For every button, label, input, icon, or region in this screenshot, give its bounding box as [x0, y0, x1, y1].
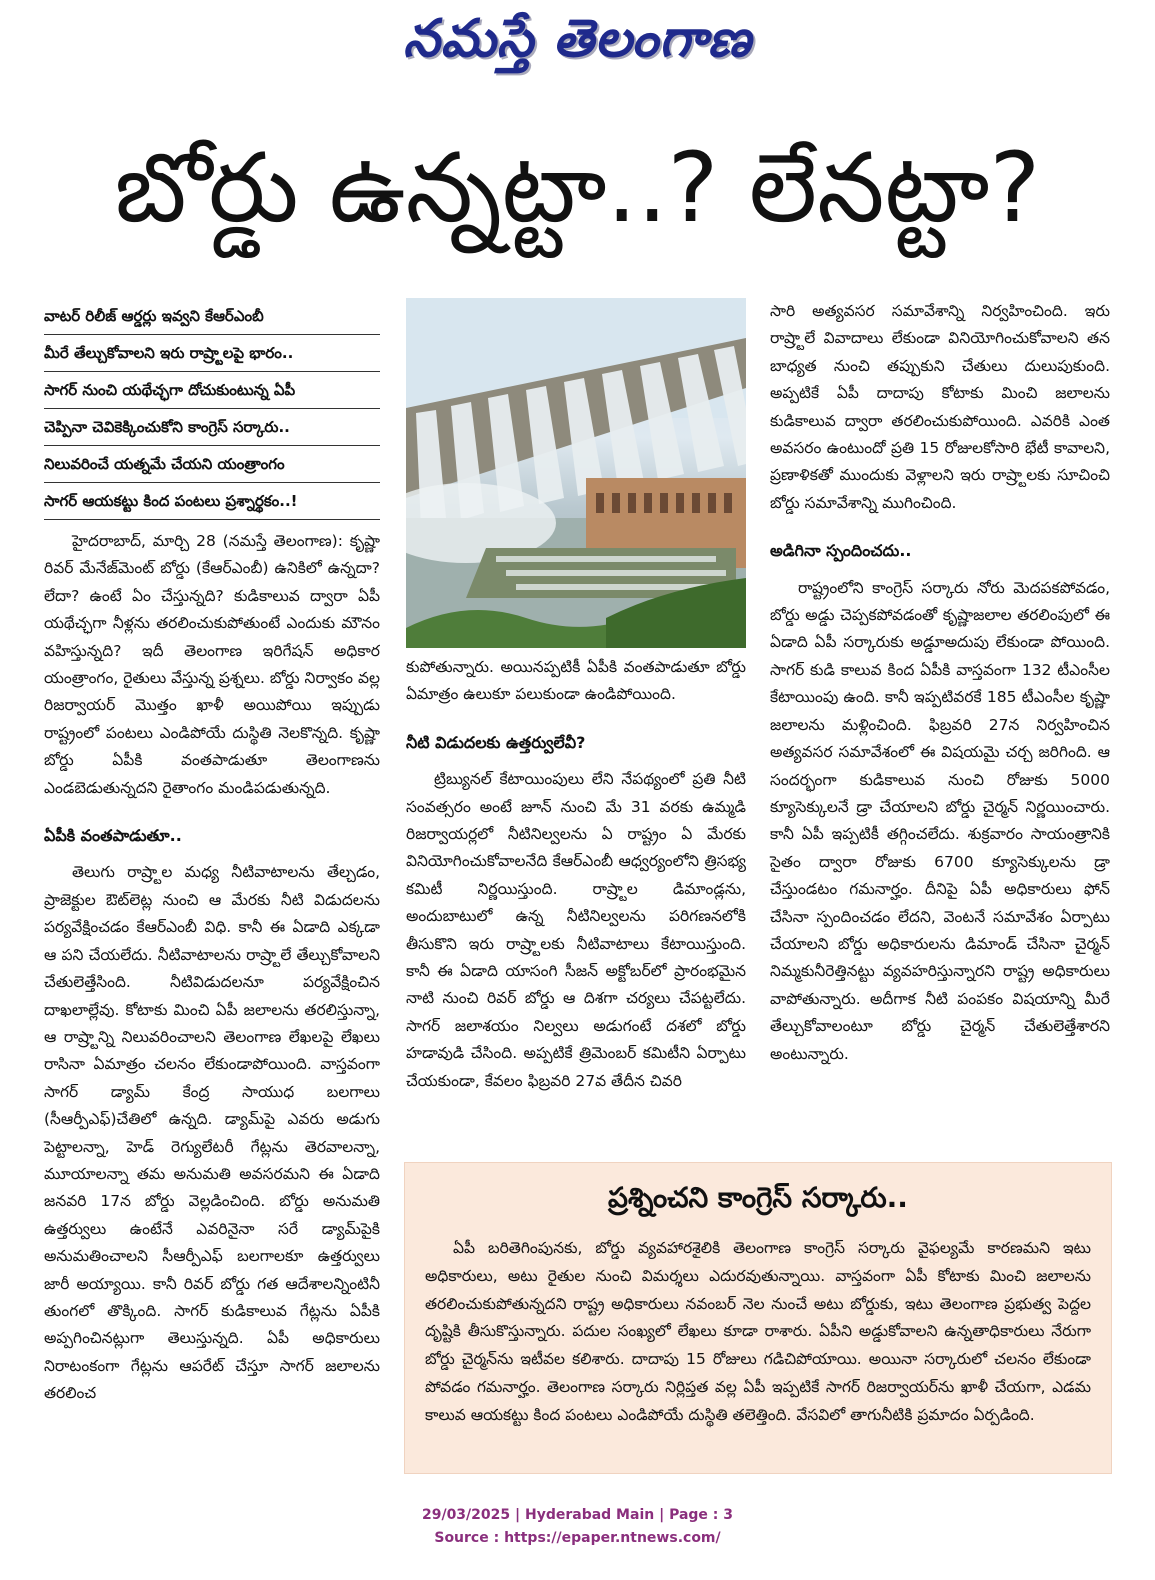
deck-list	[44, 298, 380, 520]
column-1	[44, 298, 380, 1408]
headline: బోర్డు ఉన్నట్టా..? లేనట్టా?	[114, 132, 1041, 244]
box-body: ఏపీ బరితెగింపునకు, బోర్డు వ్యవహారశైలికి తెలంగాణ కాంగ్రెస్ సర్కారు వైఫల్యమే కారణమని ఇటు అధికారులు, అటు రైతుల నుంచి విమర్శలు ఎదురవుతున్నాయి. వాస్తవంగా ఏపీ కోటాకు మించి జలాలను తరలించుకుపోతున్నదని రాష్ట్ర అధికారులు నవంబర్ నెల నుంచే అటు బోర్డుకు, ఇటు తెలంగాణ ప్రభుత్వ పెద్దల దృష్టికి తీసుకొస్తున్నారు. పదుల సంఖ్యలో లేఖలు కూడా రాశారు. ఏపీని అడ్డుకోవాలని ఉన్నతాధికారులు నేరుగా బోర్డు చైర్మన్‌ను ఇటీవల కలిశారు. దాదాపు 15 రోజులు గడిచిపోయాయి. అయినా సర్కారులో చలనం లేకుండా పోవడం గమనార్హం. తెలంగాణ సర్కారు నిర్లిప్తత వల్ల ఏపీ ఇప్పటికే సాగర్ రిజర్వాయర్‌ను ఖాళీ చేయగా, ఎడమ కాలువ ఆయకట్టు కింద పంటలు ఎండిపోయే దుస్థితి తలెత్తింది. వేసవిలో తాగునీటికి ప్రమాదం ఏర్పడింది.	[425, 1239, 1091, 1424]
subheading: నీటి విడుదలకు ఉత్తర్వులేవీ?	[406, 732, 586, 752]
body-paragraph: కుపోతున్నారు. అయినప్పటికీ ఏపీకి వంతపాడుతూ బోర్డు ఏమాత్రం ఉలుకూ పలుకుండా ఉండిపోయింది.	[406, 658, 746, 704]
subheading: ఏపీకి వంతపాడుతూ..	[44, 826, 182, 846]
masthead-logo: నమస్తే తెలంగాణ	[403, 8, 752, 69]
dam-photo	[406, 298, 746, 648]
deck-item: నిలువరించే యత్నమే చేయని యంత్రాంగం	[44, 446, 380, 483]
dam-illustration	[406, 298, 746, 648]
subheading: అడిగినా స్పందించదు..	[770, 541, 912, 561]
deck-item: వాటర్ రిలీజ్ ఆర్డర్లు ఇవ్వని కేఆర్ఎంబీ	[44, 298, 380, 335]
body-paragraph: రాష్ట్రంలోని కాంగ్రెస్ సర్కారు నోరు మెదపకపోవడం, బోర్డు అడ్డు చెప్పకపోవడంతో కృష్ణాజలాల తరలింపులో ఈ ఏడాది ఏపీ సర్కారుకు అడ్డూఅదుపు లేకుండా పోయింది. సాగర్ కుడి కాలువ కింద ఏపీకి వాస్తవంగా 132 టీఎంసీల కేటాయింపు ఉంది. కానీ ఇప్పటివరకే 185 టీఎంసీల కృష్ణా జలాలను మళ్లించింది. ఫిబ్రవరి 27న నిర్వహించిన అత్యవసర సమావేశంలో ఈ విషయమై చర్చ జరిగింది. ఆ సందర్భంగా కుడికాలువ నుంచి రోజుకు 5000 క్యూసెక్కులనే డ్రా చేయాలని బోర్డు చైర్మన్ నిర్ణయించారు. కానీ ఏపీ ఇప్పటికీ తగ్గించలేదు. శుక్రవారం సాయంత్రానికి సైతం ద్వారా రోజుకు 6700 క్యూసెక్కులను డ్రా చేస్తుండటం గమనార్హం. దీనిపై ఏపీ అధికారులు ఫోన్ చేసినా స్పందించడం లేదని, వెంటనే సమావేశం ఏర్పాటు చేయాలని బోర్డు అధికారులను డిమాండ్ చేసినా చైర్మన్ నిమ్మకునీరెత్తినట్టు వ్యవహరిస్తున్నారని రాష్ట్ర అధికారులు వాపోతున్నారు. అదీగాక నీటి పంపకం విషయాన్ని మీరే తేల్చుకోవాలంటూ బోర్డు చైర్మన్ చేతులెత్తేశారని అంటున్నారు.	[770, 578, 1110, 1063]
body-paragraph: సారి అత్యవసర సమావేశాన్ని నిర్వహించింది. ఇరు రాష్ర్టాలే వివాదాలు లేకుండా వినియోగించుకోవాలని తన బాధ్యత నుంచి తప్పుకుని చేతులు దులుపుకుంది. అప్పటికే ఏపీ దాదాపు కోటాకు మించి జలాలను కుడికాలువ ద్వారా తరలించుకుపోయింది. ఎవరికి ఎంత అవసరం ఉంటుందో ప్రతి 15 రోజులకోసారి భేటీ కావాలని, ప్రణాళికతో ముందుకు వెళ్లాలని ఇరు రాష్ర్టాలకు సూచించి బోర్డు సమావేశాన్ని ముగించింది.	[770, 302, 1110, 512]
body-paragraph: హైదరాబాద్, మార్చి 28 (నమస్తే తెలంగాణ): కృష్ణా రివర్ మేనేజ్‌మెంట్ బోర్డు (కేఆర్ఎంబీ) ఉనికిలో ఉన్నదా? లేదా? ఉంటే ఏం చేస్తున్నది? కుడికాలువ ద్వారా ఏపీ యథేచ్ఛగా నీళ్లను తరలించుకుపోతుంటే ఎందుకు మౌనం వహిస్తున్నది? ఇదీ తెలంగాణ ఇరిగేషన్ అధికార యంత్రాంగం, రైతులు వేస్తున్న ప్రశ్నలు. బోర్డు నిర్వాకం వల్ల రిజర్వాయర్ మొత్తం ఖాళీ అయిపోయి ఇప్పుడు రాష్ట్రంలో పంటలు ఎండిపోయే దుస్థితి నెలకొన్నది. కృష్ణా బోర్డు ఏపీకి వంతపాడుతూ తెలంగాణను ఎండబెడుతున్నదని రైతాంగం మండిపడుతున్నది.	[44, 532, 380, 797]
deck-item: మీరే తేల్చుకోవాలని ఇరు రాష్ర్టాలపై భారం..	[44, 335, 380, 372]
deck-item: చెప్పినా చెవికెక్కించుకోని కాంగ్రెస్ సర్కారు..	[44, 409, 380, 446]
sidebar-box	[404, 1162, 1112, 1474]
footer-source: Source : https://epaper.ntnews.com/	[434, 1530, 721, 1546]
deck-item: సాగర్ నుంచి యథేచ్ఛగా దోచుకుంటున్న ఏపీ	[44, 372, 380, 409]
deck-item: సాగర్ ఆయకట్టు కింద పంటలు ప్రశ్నార్థకం..!	[44, 483, 380, 520]
column-2	[406, 298, 746, 1095]
box-title: ప్రశ్నించని కాంగ్రెస్ సర్కారు..	[608, 1181, 908, 1214]
body-paragraph: తెలుగు రాష్ర్టాల మధ్య నీటివాటాలను తేల్చడం, ప్రాజెక్టుల ఔట్‌లెట్ల నుంచి ఆ మేరకు నీటి విడుదలను పర్యవేక్షించడం కేఆర్ఎంబీ విధి. కానీ ఈ ఏడాది ఎక్కడా ఆ పని చేయలేదు. నీటివాటాలను రాష్ర్టాలే తేల్చుకోవాలని చేతులెత్తేసింది. నీటివిడుదలనూ పర్యవేక్షించిన దాఖలాల్లేవు. కోటాకు మించి ఏపీ జలాలను తరలిస్తున్నా, ఆ రాష్ర్టాన్ని నిలువరించాలని తెలంగాణ లేఖలపై లేఖలు రాసినా ఏమాత్రం చలనం లేకుండాపోయింది. వాస్తవంగా సాగర్ డ్యామ్ కేంద్ర సాయుధ బలగాలు (సీఆర్పీఎఫ్)చేతిలో ఉన్నది. డ్యామ్‌పై ఎవరు అడుగు పెట్టాలన్నా, హెడ్ రెగ్యులేటరీ గేట్లను తెరవాలన్నా, మూయాలన్నా తమ అనుమతి అవసరమని ఈ ఏడాది జనవరి 17న బోర్డు వెల్లడించింది. బోర్డు అనుమతి ఉత్తర్వులు ఉంటేనే ఎవరినైనా సరే డ్యామ్‌పైకి అనుమతించాలని సీఆర్పీఎఫ్ బలగాలకూ ఉత్తర్వులు జారీ అయ్యాయి. కానీ రివర్ బోర్డు గత ఆదేశాలన్నింటినీ తుంగలో తొక్కింది. సాగర్ కుడికాలువ గేట్లను ఏపీకి అప్పగించినట్లుగా తెలుస్తున్నది. ఏపీ అధికారులు నిరాటంకంగా గేట్లను ఆపరేట్ చేస్తూ సాగర్ జలాలను తరలించ	[44, 863, 380, 1403]
column-3	[770, 298, 1110, 1068]
footer-date-page: 29/03/2025 | Hyderabad Main | Page : 3	[421, 1507, 734, 1523]
body-paragraph: ట్రిబ్యునల్ కేటాయింపులు లేని నేపథ్యంలో ప్రతి నీటి సంవత్సరం అంటే జూన్ నుంచి మే 31 వరకు ఉమ్మడి రిజర్వాయర్లలో నీటినిల్వలను ఏ రాష్ట్రం ఏ మేరకు వినియోగించుకోవాలనేది కేఆర్ఎంబీ ఆధ్వర్యంలోని త్రిసభ్య కమిటీ నిర్ణయిస్తుంది. రాష్ర్టాల డిమాండ్లను, అందుబాటులో ఉన్న నీటినిల్వలను పరిగణనలోకి తీసుకొని ఇరు రాష్ర్టాలకు నీటివాటాలు కేటాయిస్తుంది. కానీ ఈ ఏడాది యాసంగి సీజన్ అక్టోబర్‌లో ప్రారంభమైన నాటి నుంచి రివర్ బోర్డు ఆ దిశగా చర్యలు చేపట్టలేదు. సాగర్ జలాశయం నిల్వలు అడుగంటే దశలో బోర్డు హడావుడి చేసింది. అప్పటికే త్రిమెంబర్ కమిటీని ఏర్పాటు చేయకుండా, కేవలం ఫిబ్రవరి 27వ తేదీన చివరి	[406, 770, 746, 1090]
